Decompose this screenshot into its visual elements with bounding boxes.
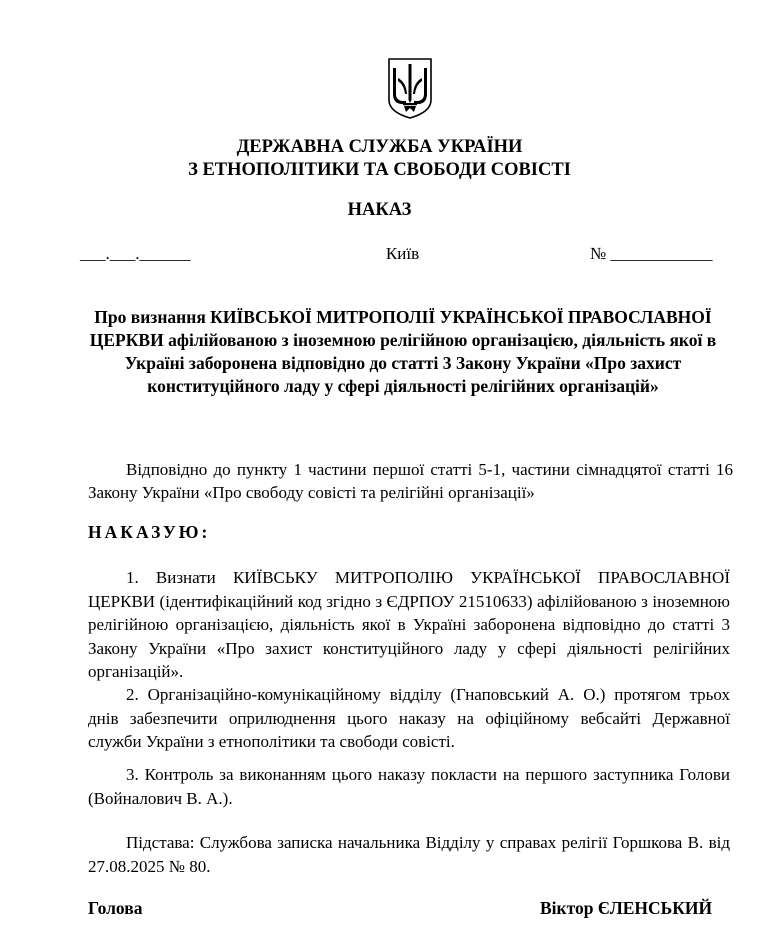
agency-name-line2: З ЕТНОПОЛІТИКИ ТА СВОБОДИ СОВІСТІ	[188, 160, 571, 180]
subject-name: КИЇВСЬКОЇ МИТРОПОЛІЇ УКРАЇНСЬКОЇ ПРАВОСЛАВНОЇ ЦЕРКВИ	[89, 307, 712, 350]
number-field: № ____________	[590, 244, 713, 263]
city-label: Київ	[385, 244, 420, 263]
order-subject	[80, 306, 726, 398]
order-item-3: 3. Контроль за виконанням цього наказу покласти на першого заступника Голови (Войналович В. А.).	[88, 765, 730, 808]
trident-icon	[386, 56, 434, 120]
order-verb: НАКАЗУЮ:	[88, 522, 211, 542]
foundation-note: Підстава: Службова записка начальника Відділу у справах релігії Горшкова В. від 27.08.2025 № 80.	[88, 833, 730, 876]
subject-prefix: Про визнання	[94, 307, 211, 327]
subject-rest: афілійованою з іноземною релігійною організацією, діяльність якої в Україні заборонена відповідно до статті 3 Закону України «Про захист конституційного ладу у сфері діяльності релігійних організацій»	[124, 330, 717, 396]
order-item-2: 2. Організаційно-комунікаційному відділу (Гнаповський А. О.) протягом трьох днів забезпечити оприлюднення цього наказу на офіційному вебсайті Державної служби України з етнополітики та свободи совісті.	[88, 685, 730, 751]
signatory-name: Віктор ЄЛЕНСЬКИЙ	[540, 898, 713, 918]
document-title: НАКАЗ	[347, 200, 412, 220]
legal-basis: Відповідно до пункту 1 частини першої статті 5-1, частини сімнадцятої статті 16 Закону України «Про свободу совісті та релігійні організації»	[88, 460, 733, 502]
signatory-position: Голова	[88, 898, 143, 918]
order-item-1: 1. Визнати КИЇВСЬКУ МИТРОПОЛІЮ УКРАЇНСЬКОЇ ПРАВОСЛАВНОЇ ЦЕРКВИ (ідентифікаційний код згідно з ЄДРПОУ 21510633) афілійованою з іноземною релігійною організацією, діяльність якої в Україні заборонена відповідно до статті 3 Закону України «Про захист конституційного ладу у сфері діяльності релігійних організацій».	[88, 568, 730, 681]
date-field: ___.___.______	[80, 244, 191, 263]
agency-name	[0, 136, 759, 182]
agency-name-line1: ДЕРЖАВНА СЛУЖБА УКРАЇНИ	[236, 137, 523, 157]
